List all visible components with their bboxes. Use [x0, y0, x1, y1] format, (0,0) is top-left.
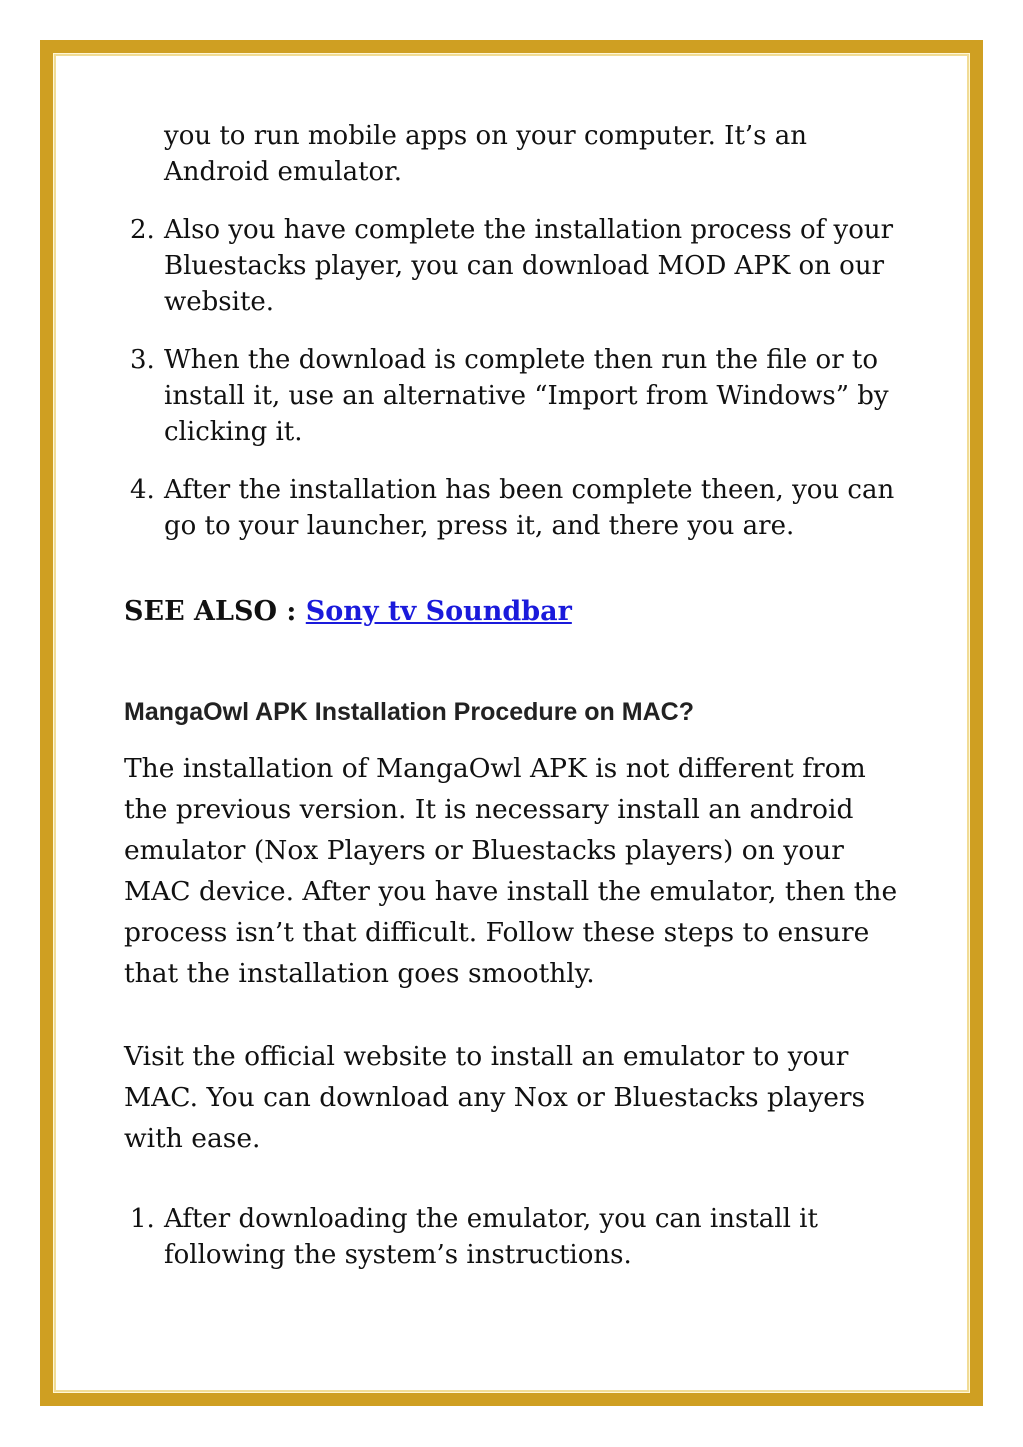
list-number: 3.	[130, 345, 155, 375]
list-number: 4.	[130, 475, 155, 505]
see-also-label: SEE ALSO :	[124, 596, 306, 627]
paragraph-2: Visit the official website to install an emulator to your MAC. You can download any Nox or Bluestacks players with ease.	[124, 1041, 866, 1154]
list-item-continuation	[124, 118, 884, 190]
list-number: 2.	[130, 215, 155, 245]
paragraph-1: The installation of MangaOwl APK is not different from the previous version. It is necessary install an android emulator (Nox Players or Bluestacks players) on your MAC device. After you have install the emulator, then the process isn’t that difficult. Follow these steps to ensure that the installation goes smoothly.	[124, 753, 898, 989]
see-also-link[interactable]: Sony tv Soundbar	[305, 596, 572, 627]
list-item-text: When the download is complete then run the file or to install it, use an alternative “Import from Windows” by clicking it.	[164, 345, 889, 447]
list-number: 1.	[130, 1204, 155, 1234]
list-item-4	[124, 472, 914, 544]
list-item-text: After the installation has been complete theen, you can go to your launcher, press it, and there you are.	[164, 475, 895, 541]
article-body	[124, 118, 914, 1273]
see-also-line	[124, 594, 914, 630]
list-item-text: you to run mobile apps on your computer. It’s an Android emulator.	[164, 121, 808, 187]
list-item-2	[124, 212, 894, 320]
list-item-text: Also you have complete the installation process of your Bluestacks player, you can download MOD APK on our website.	[164, 215, 894, 317]
list-item-3	[124, 342, 944, 450]
section-heading: MangaOwl APK Installation Procedure on MAC?	[124, 698, 694, 726]
list-item-1	[124, 1201, 884, 1273]
list-item-text: After downloading the emulator, you can install it following the system’s instructions.	[164, 1204, 818, 1270]
